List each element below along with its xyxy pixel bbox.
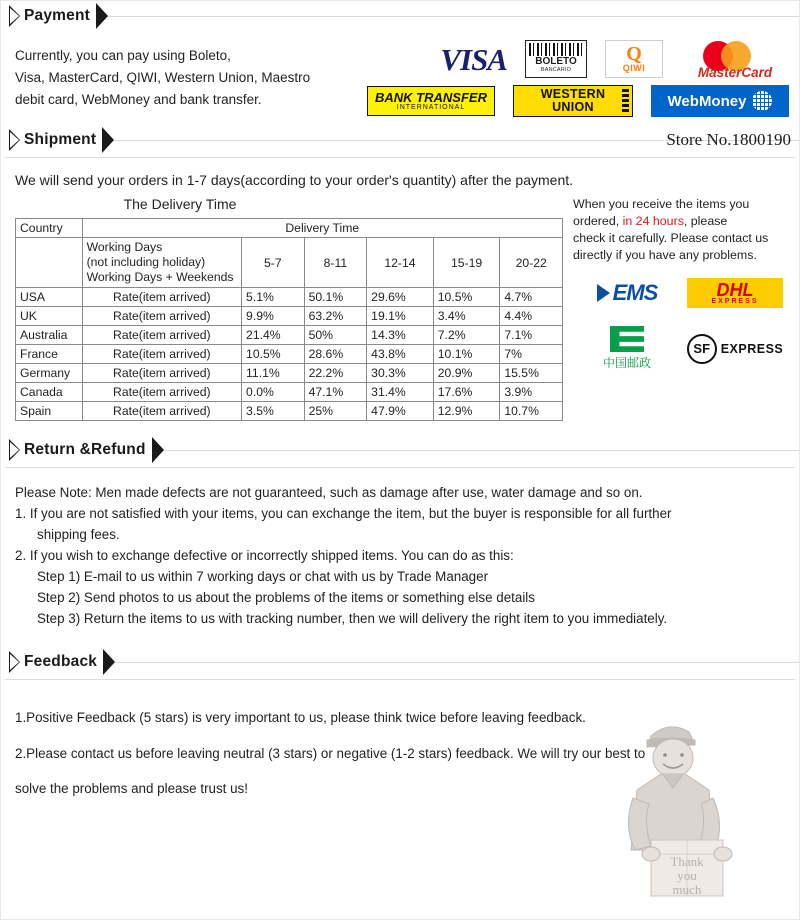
payment-description [15,39,310,117]
section-header-payment [9,1,799,31]
row-rate-label: Rate(item arrived) [82,345,241,364]
row-country: USA [16,288,83,307]
bank-transfer-sub: INTERNATIONAL [396,104,466,111]
payment-body [1,31,799,121]
globe-icon [752,91,772,111]
header-range-3: 15-19 [433,238,500,288]
visa-logo: VISA [440,41,507,77]
row-rate-label: Rate(item arrived) [82,364,241,383]
boleto-logo-sub: BANCARIO [540,67,572,73]
payment-line-2: Visa, MasterCard, QIWI, Western Union, Maestro [15,70,311,85]
row-country: Australia [16,326,83,345]
row-value: 7.2% [433,326,500,345]
qiwi-logo [605,40,663,78]
flag-right-icon [96,3,108,29]
table-row [16,288,563,307]
mastercard-logo-text: MasterCard [697,65,773,80]
delivery-table-wrap [15,194,563,421]
note-highlight: in 24 hours [622,214,684,228]
flag-left-icon [9,129,20,151]
flag-left-icon [9,439,20,461]
row-value: 3.4% [433,307,500,326]
row-rate-label: Rate(item arrived) [82,307,241,326]
section-header-return [9,435,799,465]
feedback-body [1,680,799,800]
row-value: 10.5% [433,288,500,307]
row-value: 10.1% [433,345,500,364]
header-delivery-time: Delivery Time [82,219,562,238]
row-country: France [16,345,83,364]
table-row [16,326,563,345]
bank-transfer-logo [367,86,495,116]
western-union-logo [513,85,633,117]
row-rate-label: Rate(item arrived) [82,402,241,421]
working-days-line-1: Working Days [86,240,163,254]
row-value: 63.2% [304,307,367,326]
row-value: 43.8% [367,345,434,364]
header-range-1: 8-11 [304,238,367,288]
row-value: 5.1% [242,288,305,307]
mastercard-logo [681,39,789,79]
row-value: 9.9% [242,307,305,326]
header-blank [16,238,83,288]
row-rate-label: Rate(item arrived) [82,383,241,402]
row-value: 7.1% [500,326,563,345]
section-title-return: Return &Refund [24,441,146,458]
payment-logo-row-2 [367,85,789,117]
dhl-logo-sub: EXPRESS [711,297,759,305]
row-value: 20.9% [433,364,500,383]
sf-express-mark: SF [687,334,717,364]
row-value: 4.4% [500,307,563,326]
row-value: 11.1% [242,364,305,383]
barcode-icon [529,43,583,56]
delivery-time-table [15,218,563,421]
dhl-logo-text: DHL [716,279,754,300]
header-range-4: 20-22 [500,238,563,288]
note-line-1: When you receive the items you [573,197,750,211]
flag-right-icon [102,127,114,153]
header-range-2: 12-14 [367,238,434,288]
row-value: 0.0% [242,383,305,402]
shipment-intro: We will send your orders in 1-7 days(according to your order's quantity) after the payment. [15,172,574,188]
row-value: 10.5% [242,345,305,364]
note-line-2a: ordered, [573,214,623,228]
section-header-shipment [9,125,799,155]
note-word-thank: Thank [670,854,704,869]
payment-logos [318,39,793,117]
row-value: 47.9% [367,402,434,421]
row-value: 10.7% [500,402,563,421]
row-country: UK [16,307,83,326]
table-row [16,383,563,402]
row-value: 19.1% [367,307,434,326]
row-value: 14.3% [367,326,434,345]
table-subheader-row [16,238,563,288]
row-rate-label: Rate(item arrived) [82,326,241,345]
flag-right-icon [152,437,164,463]
boleto-logo-text: BOLETO [535,56,577,67]
webmoney-logo [651,85,789,117]
shipment-note [573,196,793,264]
note-word-you: you [677,868,697,883]
china-post-mark-icon [610,326,644,352]
section-header-feedback [9,647,799,677]
western-union-text: WESTERN [540,87,606,101]
table-row [16,345,563,364]
row-value: 21.4% [242,326,305,345]
feedback-item-2a: 2.Please contact us before leaving neutral (3 stars) or negative (1-2 stars) feedback. We will try our best to [15,745,646,761]
table-row [16,307,563,326]
row-value: 28.6% [304,345,367,364]
western-union-sub: UNION [552,100,594,114]
row-value: 4.7% [500,288,563,307]
header-rule [164,450,799,451]
note-line-2b: , please [683,214,728,228]
section-title-feedback: Feedback [24,653,98,670]
western-union-bars-icon [622,89,629,113]
table-row [16,402,563,421]
webmoney-text: WebMoney [667,92,747,110]
payment-line-3: debit card, WebMoney and bank transfer. [15,92,262,107]
ems-arrow-icon [597,284,610,302]
table-header-row [16,219,563,238]
flag-left-icon [9,651,20,673]
return-refund-body [1,468,799,631]
row-rate-label: Rate(item arrived) [82,288,241,307]
note-line-3: check it carefully. Please contact us [573,231,769,245]
row-value: 47.1% [304,383,367,402]
boleto-logo [525,40,587,78]
row-country: Spain [16,402,83,421]
return-item-1b: shipping fees. [37,527,120,542]
ems-logo-text: EMS [612,280,658,305]
return-item-1a: 1. If you are not satisfied with your items, you can exchange the item, but the buyer is responsible for all further [15,506,672,521]
flag-left-icon [9,5,20,27]
dhl-logo [687,278,783,308]
table-row [16,364,563,383]
return-step-3: Step 3) Return the items to us with tracking number, then we will delivery the right item to you immediately. [37,611,668,626]
return-item-2: 2. If you wish to exchange defective or incorrectly shipped items. You can do as this: [15,548,514,563]
row-country: Canada [16,383,83,402]
payment-logo-row-1 [440,39,789,79]
sf-express-text: EXPRESS [720,341,784,356]
note-line-4: directly if you have any problems. [573,248,757,262]
ems-logo [597,280,658,306]
header-rule [115,662,799,663]
feedback-item-2b: solve the problems and please trust us! [15,781,248,797]
row-value: 3.5% [242,402,305,421]
payment-line-1: Currently, you can pay using Boleto, [15,48,231,63]
note-word-much: much [672,882,702,897]
section-title-payment: Payment [24,7,91,24]
row-value: 30.3% [367,364,434,383]
china-post-text: 中国邮政 [602,356,651,370]
header-range-0: 5-7 [242,238,305,288]
row-value: 17.6% [433,383,500,402]
row-value: 22.2% [304,364,367,383]
store-number: Store No.1800190 [666,130,791,149]
return-step-1: Step 1) E-mail to us within 7 working days or chat with us by Trade Manager [37,569,489,584]
working-days-line-3: Working Days + Weekends [86,270,234,284]
return-note: Please Note: Men made defects are not guaranteed, such as damage after use, water damage and so on. [15,485,643,500]
row-value: 12.9% [433,402,500,421]
header-rule [108,16,799,17]
feedback-item-1: 1.Positive Feedback (5 stars) is very important to us, please think twice before leaving feedback. [15,710,586,726]
row-value: 50% [304,326,367,345]
shipment-note-column [573,194,793,421]
sf-express-logo [687,334,784,364]
row-value: 29.6% [367,288,434,307]
bank-transfer-text: BANK TRANSFER [375,90,487,105]
header-country: Country [16,219,83,238]
header-working-days [82,238,241,288]
row-country: Germany [16,364,83,383]
qiwi-logo-mark: Q [626,43,642,65]
row-value: 15.5% [500,364,563,383]
row-value: 7% [500,345,563,364]
courier-logos [573,278,793,371]
china-post-logo [603,326,651,371]
delivery-table-title: The Delivery Time [123,196,237,212]
return-step-2: Step 2) Send photos to us about the problems of the items or something else details [37,590,535,605]
working-days-line-2: (not including holiday) [86,255,206,269]
row-value: 50.1% [304,288,367,307]
qiwi-logo-text: QIWI [622,63,646,73]
section-title-shipment: Shipment [24,131,97,148]
row-value: 25% [304,402,367,421]
note-line-2 [573,213,793,230]
shipment-columns [1,194,799,421]
row-value: 3.9% [500,383,563,402]
flag-right-icon [103,649,115,675]
row-value: 31.4% [367,383,434,402]
